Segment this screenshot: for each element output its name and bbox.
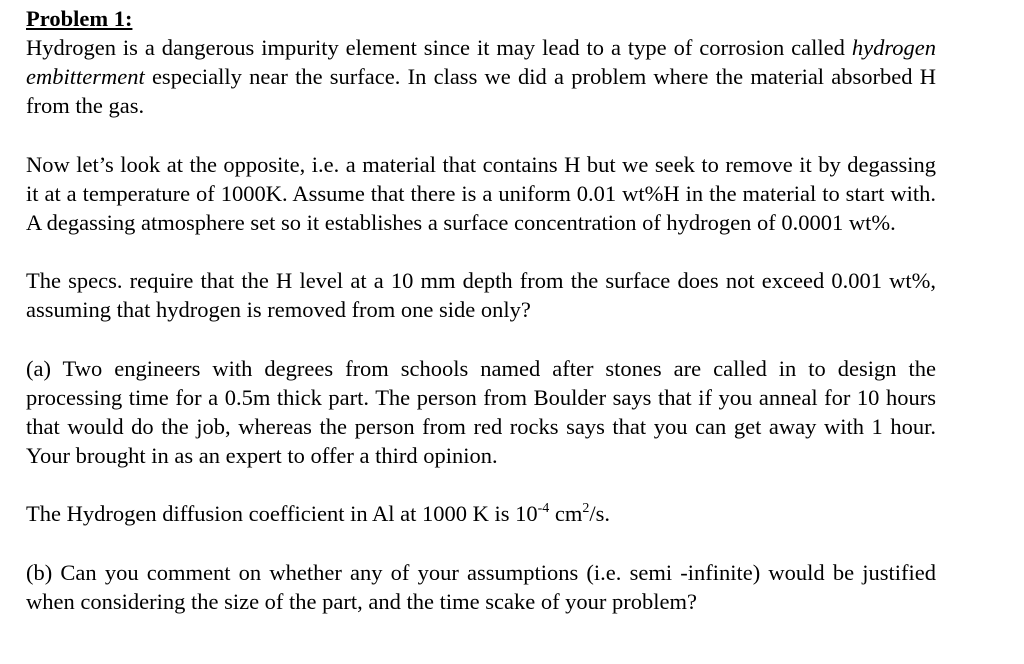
- diffusion-exponent: -4: [537, 500, 550, 516]
- problem-title: Problem 1:: [26, 6, 133, 31]
- setup-paragraph: Now let’s look at the opposite, i.e. a material that contains H but we seek to remove it by degassing it at a temperature of 1000K. Assume that there is a uniform 0.01 wt%H in the material to start with. A degassing atmosphere set so it establishes a surface concentration of hydrogen of 0.0001 wt%.: [26, 151, 936, 236]
- part-a-paragraph: (a) Two engineers with degrees from schools named after stones are called in to design the processing time for a 0.5m thick part. The person from Boulder says that if you anneal for 10 hours that would do the job, whereas the person from red rocks says that you can get away with 1 hour. Your brought in as an expert to offer a third opinion.: [26, 355, 936, 469]
- intro-text-1: Hydrogen is a dangerous impurity element since it may lead to a type of corrosion called: [26, 35, 852, 60]
- part-b-paragraph: (b) Can you comment on whether any of your assumptions (i.e. semi -infinite) would be justified when considering the size of the part, and the time scake of your problem?: [26, 559, 936, 614]
- diffusion-prefix: The Hydrogen diffusion coefficient in Al at 1000 K is 10: [26, 501, 538, 527]
- intro-italic-term: hydrogen embitterment: [26, 35, 936, 90]
- diffusion-coefficient-paragraph: [26, 499, 936, 528]
- intro-paragraph: [26, 33, 936, 121]
- diffusion-unit-base: cm: [549, 501, 583, 527]
- specs-paragraph: The specs. require that the H level at a 10 mm depth from the surface does not exceed 0.001 wt%, assuming that hydrogen is removed from one side only?: [26, 268, 936, 323]
- intro-text-2: especially near the surface. In class we did a problem where the material absorbed H from the gas.: [26, 64, 936, 119]
- diffusion-unit-exponent: 2: [582, 500, 590, 516]
- problem-document: [26, 4, 936, 616]
- diffusion-suffix: /s.: [589, 501, 611, 527]
